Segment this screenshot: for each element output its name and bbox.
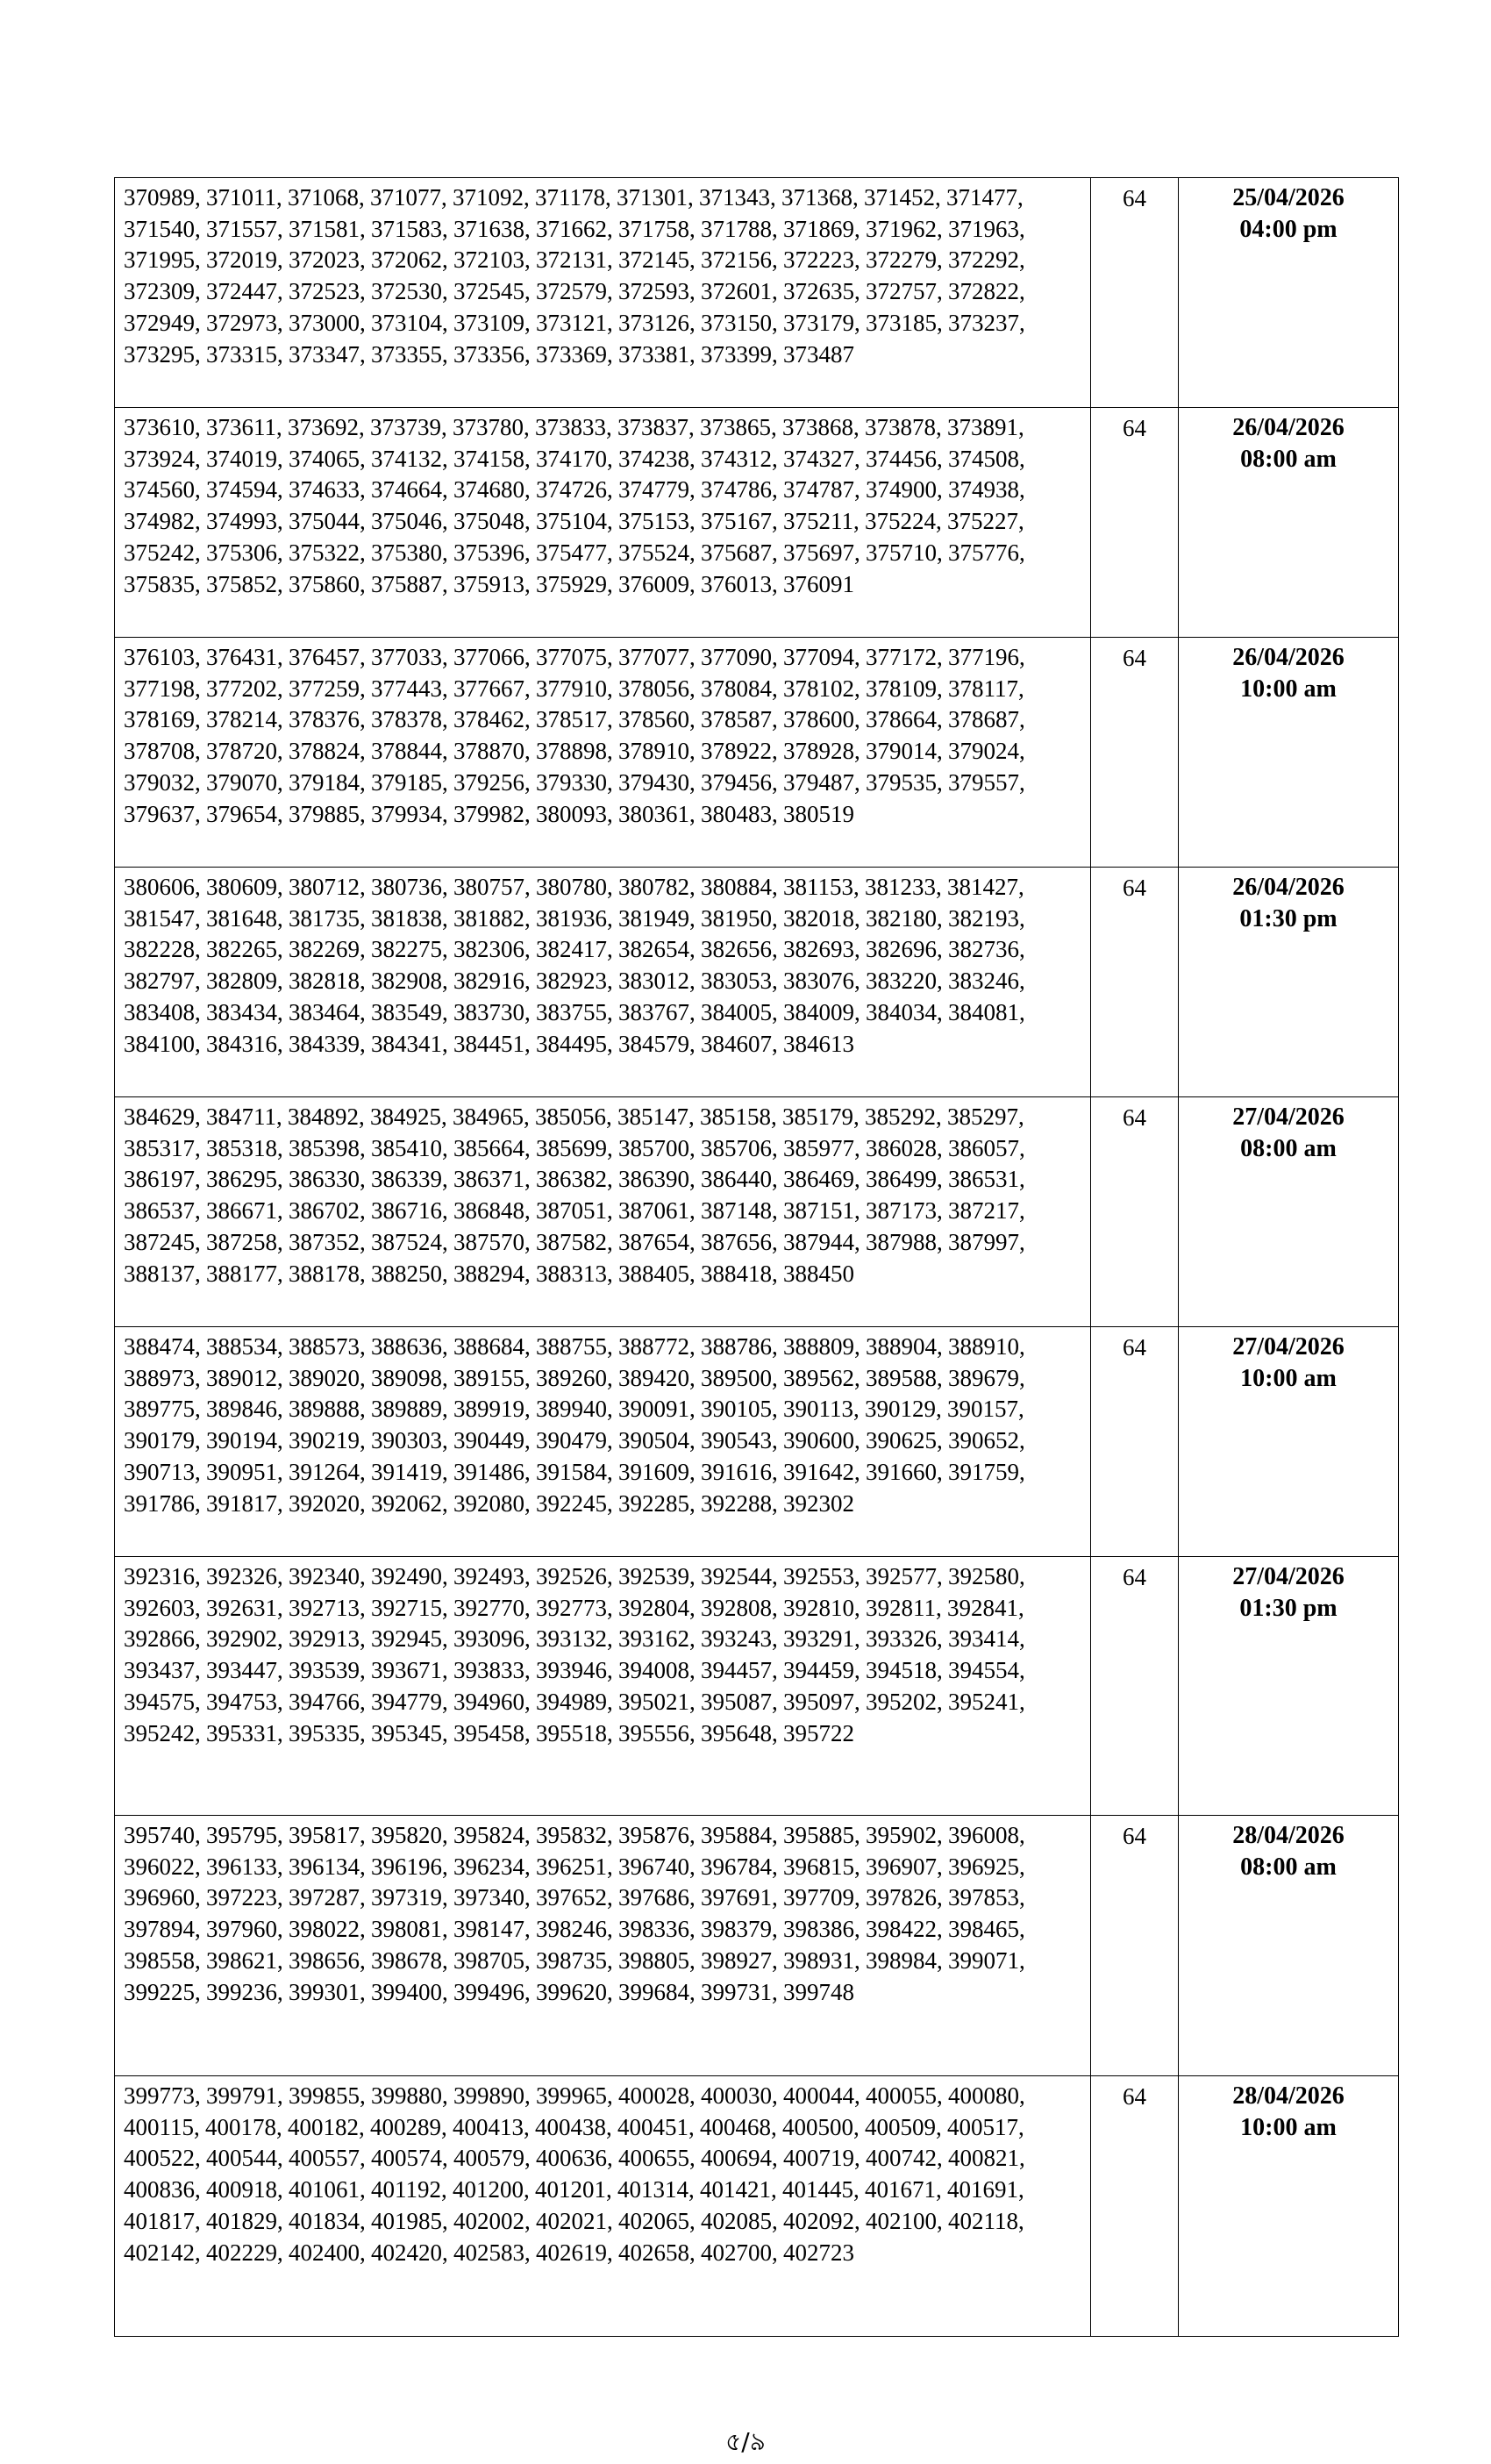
candidate-count-cell: 64	[1091, 1557, 1179, 1816]
candidate-count-cell: 64	[1091, 1097, 1179, 1327]
candidate-count-cell: 64	[1091, 638, 1179, 868]
exam-datetime-cell	[1179, 1327, 1399, 1557]
exam-datetime-cell	[1179, 638, 1399, 868]
candidate-count-cell: 64	[1091, 408, 1179, 638]
roll-numbers-cell: 384629, 384711, 384892, 384925, 384965, 385056, 385147, 385158, 385179, 385292, 385297, 385317, 385318, 385398, 385410, 385664, 385699, 385700, 385706, 385977, 386028, 386057, 386197, 386295, 386330, 386339, 386371, 386382, 386390, 386440, 386469, 386499, 386531, 386537, 386671, 386702, 386716, 386848, 387051, 387061, 387148, 387151, 387173, 387217, 387245, 387258, 387352, 387524, 387570, 387582, 387654, 387656, 387944, 387988, 387997, 388137, 388177, 388178, 388250, 388294, 388313, 388405, 388418, 388450	[115, 1097, 1091, 1327]
roll-numbers-cell: 399773, 399791, 399855, 399880, 399890, 399965, 400028, 400030, 400044, 400055, 400080, 400115, 400178, 400182, 400289, 400413, 400438, 400451, 400468, 400500, 400509, 400517, 400522, 400544, 400557, 400574, 400579, 400636, 400655, 400694, 400719, 400742, 400821, 400836, 400918, 401061, 401192, 401200, 401201, 401314, 401421, 401445, 401671, 401691, 401817, 401829, 401834, 401985, 402002, 402021, 402065, 402085, 402092, 402100, 402118, 402142, 402229, 402400, 402420, 402583, 402619, 402658, 402700, 402723	[115, 2076, 1091, 2337]
table-row	[115, 1816, 1399, 2076]
roll-numbers-cell: 376103, 376431, 376457, 377033, 377066, 377075, 377077, 377090, 377094, 377172, 377196, 377198, 377202, 377259, 377443, 377667, 377910, 378056, 378084, 378102, 378109, 378117, 378169, 378214, 378376, 378378, 378462, 378517, 378560, 378587, 378600, 378664, 378687, 378708, 378720, 378824, 378844, 378870, 378898, 378910, 378922, 378928, 379014, 379024, 379032, 379070, 379184, 379185, 379256, 379330, 379430, 379456, 379487, 379535, 379557, 379637, 379654, 379885, 379934, 379982, 380093, 380361, 380483, 380519	[115, 638, 1091, 868]
candidate-count-cell: 64	[1091, 868, 1179, 1097]
roll-numbers-cell: 395740, 395795, 395817, 395820, 395824, 395832, 395876, 395884, 395885, 395902, 396008, 396022, 396133, 396134, 396196, 396234, 396251, 396740, 396784, 396815, 396907, 396925, 396960, 397223, 397287, 397319, 397340, 397652, 397686, 397691, 397709, 397826, 397853, 397894, 397960, 398022, 398081, 398147, 398246, 398336, 398379, 398386, 398422, 398465, 398558, 398621, 398656, 398678, 398705, 398735, 398805, 398927, 398931, 398984, 399071, 399225, 399236, 399301, 399400, 399496, 399620, 399684, 399731, 399748	[115, 1816, 1091, 2076]
exam-date: 25/04/2026	[1232, 184, 1345, 211]
table-row	[115, 638, 1399, 868]
exam-date: 26/04/2026	[1232, 414, 1345, 441]
roll-numbers-cell: 388474, 388534, 388573, 388636, 388684, 388755, 388772, 388786, 388809, 388904, 388910, 388973, 389012, 389020, 389098, 389155, 389260, 389420, 389500, 389562, 389588, 389679, 389775, 389846, 389888, 389889, 389919, 389940, 390091, 390105, 390113, 390129, 390157, 390179, 390194, 390219, 390303, 390449, 390479, 390504, 390543, 390600, 390625, 390652, 390713, 390951, 391264, 391419, 391486, 391584, 391609, 391616, 391642, 391660, 391759, 391786, 391817, 392020, 392062, 392080, 392245, 392285, 392288, 392302	[115, 1327, 1091, 1557]
exam-datetime-cell	[1179, 868, 1399, 1097]
exam-time: 10:00 am	[1240, 675, 1337, 703]
exam-time: 10:00 am	[1240, 1365, 1337, 1392]
roll-numbers-cell: 392316, 392326, 392340, 392490, 392493, 392526, 392539, 392544, 392553, 392577, 392580, 392603, 392631, 392713, 392715, 392770, 392773, 392804, 392808, 392810, 392811, 392841, 392866, 392902, 392913, 392945, 393096, 393132, 393162, 393243, 393291, 393326, 393414, 393437, 393447, 393539, 393671, 393833, 393946, 394008, 394457, 394459, 394518, 394554, 394575, 394753, 394766, 394779, 394960, 394989, 395021, 395087, 395097, 395202, 395241, 395242, 395331, 395335, 395345, 395458, 395518, 395556, 395648, 395722	[115, 1557, 1091, 1816]
exam-date: 27/04/2026	[1232, 1103, 1345, 1131]
table-row	[115, 408, 1399, 638]
exam-time: 01:30 pm	[1239, 905, 1338, 932]
exam-datetime-cell	[1179, 1097, 1399, 1327]
candidate-count-cell: 64	[1091, 1327, 1179, 1557]
exam-date: 28/04/2026	[1232, 1822, 1345, 1849]
candidate-count-cell: 64	[1091, 2076, 1179, 2337]
exam-datetime-cell	[1179, 1557, 1399, 1816]
exam-schedule-table	[114, 177, 1399, 2337]
roll-numbers-cell: 380606, 380609, 380712, 380736, 380757, 380780, 380782, 380884, 381153, 381233, 381427, 381547, 381648, 381735, 381838, 381882, 381936, 381949, 381950, 382018, 382180, 382193, 382228, 382265, 382269, 382275, 382306, 382417, 382654, 382656, 382693, 382696, 382736, 382797, 382809, 382818, 382908, 382916, 382923, 383012, 383053, 383076, 383220, 383246, 383408, 383434, 383464, 383549, 383730, 383755, 383767, 384005, 384009, 384034, 384081, 384100, 384316, 384339, 384341, 384451, 384495, 384579, 384607, 384613	[115, 868, 1091, 1097]
exam-datetime-cell	[1179, 1816, 1399, 2076]
roll-numbers-cell: 373610, 373611, 373692, 373739, 373780, 373833, 373837, 373865, 373868, 373878, 373891, 373924, 374019, 374065, 374132, 374158, 374170, 374238, 374312, 374327, 374456, 374508, 374560, 374594, 374633, 374664, 374680, 374726, 374779, 374786, 374787, 374900, 374938, 374982, 374993, 375044, 375046, 375048, 375104, 375153, 375167, 375211, 375224, 375227, 375242, 375306, 375322, 375380, 375396, 375477, 375524, 375687, 375697, 375710, 375776, 375835, 375852, 375860, 375887, 375913, 375929, 376009, 376013, 376091	[115, 408, 1091, 638]
candidate-count-cell: 64	[1091, 1816, 1179, 2076]
table-row	[115, 178, 1399, 408]
exam-time: 01:30 pm	[1239, 1595, 1338, 1622]
exam-datetime-cell	[1179, 408, 1399, 638]
table-row	[115, 868, 1399, 1097]
exam-date: 26/04/2026	[1232, 874, 1345, 901]
exam-time: 08:00 am	[1240, 1135, 1337, 1162]
exam-time: 08:00 am	[1240, 446, 1337, 473]
exam-time: 10:00 am	[1240, 2114, 1337, 2141]
page-number: ৫/৯	[725, 2427, 766, 2456]
exam-date: 28/04/2026	[1232, 2082, 1345, 2110]
exam-date: 27/04/2026	[1232, 1333, 1345, 1361]
exam-date: 27/04/2026	[1232, 1563, 1345, 1590]
exam-datetime-cell	[1179, 178, 1399, 408]
table-row	[115, 1327, 1399, 1557]
exam-datetime-cell	[1179, 2076, 1399, 2337]
exam-time: 08:00 am	[1240, 1853, 1337, 1881]
candidate-count-cell: 64	[1091, 178, 1179, 408]
table-row	[115, 1097, 1399, 1327]
table-row	[115, 1557, 1399, 1816]
table-row	[115, 2076, 1399, 2337]
exam-date: 26/04/2026	[1232, 644, 1345, 671]
roll-numbers-cell: 370989, 371011, 371068, 371077, 371092, 371178, 371301, 371343, 371368, 371452, 371477, 371540, 371557, 371581, 371583, 371638, 371662, 371758, 371788, 371869, 371962, 371963, 371995, 372019, 372023, 372062, 372103, 372131, 372145, 372156, 372223, 372279, 372292, 372309, 372447, 372523, 372530, 372545, 372579, 372593, 372601, 372635, 372757, 372822, 372949, 372973, 373000, 373104, 373109, 373121, 373126, 373150, 373179, 373185, 373237, 373295, 373315, 373347, 373355, 373356, 373369, 373381, 373399, 373487	[115, 178, 1091, 408]
exam-time: 04:00 pm	[1239, 216, 1338, 243]
